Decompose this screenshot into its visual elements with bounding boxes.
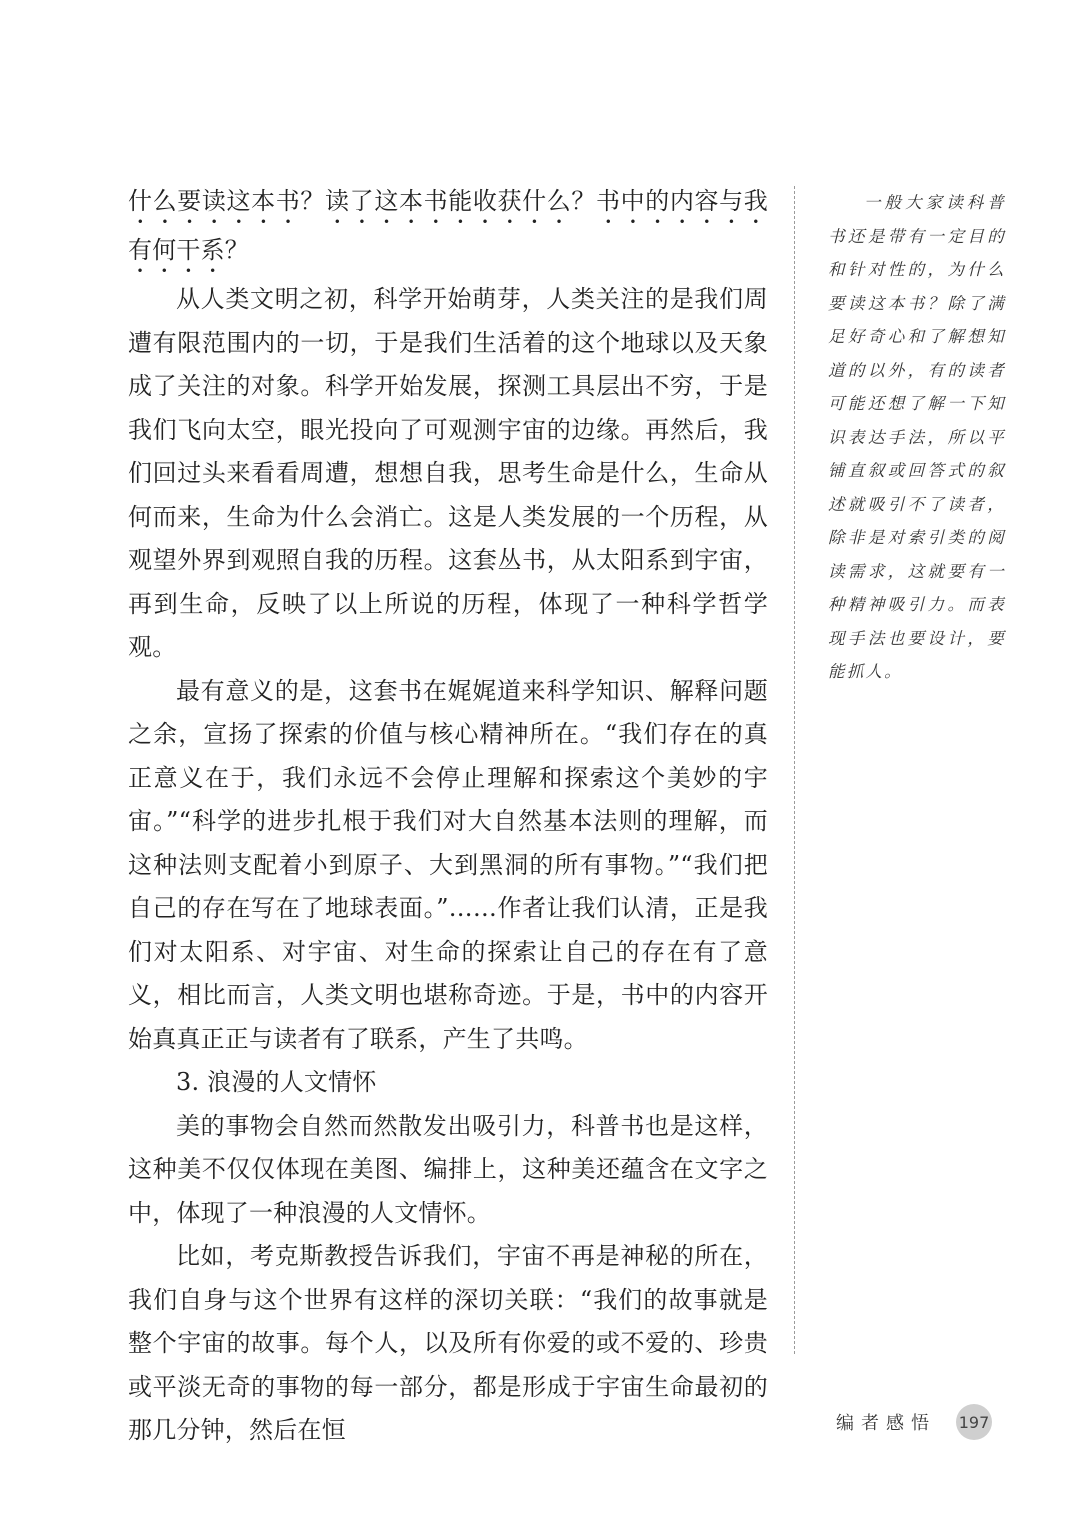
page-number-badge: 197 bbox=[956, 1404, 992, 1440]
dashed-divider bbox=[794, 186, 795, 1354]
main-text-column bbox=[128, 180, 768, 1453]
paragraph-3: 美的事物会自然而然散发出吸引力，科普书也是这样，这种美不仅仅体现在美图、编排上，这种美还蕴含在文字之中，体现了一种浪漫的人文情怀。 bbox=[128, 1111, 768, 1227]
paragraph-2: 最有意义的是，这套书在娓娓道来科学知识、解释问题之余，宣扬了探索的价值与核心精神所在。“我们存在的真正意义在于，我们永远不会停止理解和探索这个美妙的宇宙。”“科学的进步扎根于我们对大自然基本法则的理解，而这种法则支配着小到原子、大到黑洞的所有事物。”“我们把自己的存在写在了地球表面。”……作者让我们认清，正是我们对太阳系、对宇宙、对生命的探索让自己的存在有了意义，相比而言，人类文明也堪称奇迹。于是，书中的内容开始真真正正与读者有了联系，产生了共鸣。 bbox=[128, 676, 768, 1053]
emphasized-text: 什么要读这本书？读了这本书能收获什么？书中的内容与我有何干系？ bbox=[128, 187, 768, 264]
footer-section-label: 编者感悟 bbox=[836, 1413, 936, 1434]
paragraph-1: 从人类文明之初，科学开始萌芽，人类关注的是我们周遭有限范围内的一切，于是我们生活着的这个地球以及天象成了关注的对象。科学开始发展，探测工具层出不穷，于是我们飞向太空，眼光投向了可观测宇宙的边缘。再然后，我们回过头来看看周遭，想想自我，思考生命是什么，生命从何而来，生命为什么会消亡。这是人类发展的一个历程，从观望外界到观照自我的历程。这套丛书，从太阳系到宇宙，再到生命，反映了以上所说的历程，体现了一种科学哲学观。 bbox=[128, 285, 768, 661]
page-footer bbox=[836, 1404, 992, 1440]
paragraph-4: 比如，考克斯教授告诉我们，宇宙不再是神秘的所在，我们自身与这个世界有这样的深切关联：“我们的故事就是整个宇宙的故事。每个人，以及所有你爱的或不爱的、珍贵或平淡无奇的事物的每一部分，都是形成于宇宙生命最初的那几分钟，然后在恒 bbox=[128, 1242, 768, 1444]
margin-note: 一般大家读科普书还是带有一定目的和针对性的，为什么要读这本书？除了满足好奇心和了解想知道的以外，有的读者可能还想了解一下知识表达手法，所以平铺直叙或回答式的叙述就吸引不了读者，除非是对索引类的阅读需求，这就要有一种精神吸引力。而表现手法也要设计，要能抓人。 bbox=[828, 193, 1006, 681]
section-heading: 3. 浪漫的人文情怀 bbox=[176, 1068, 377, 1096]
paragraph-emphasized-question bbox=[128, 180, 768, 278]
